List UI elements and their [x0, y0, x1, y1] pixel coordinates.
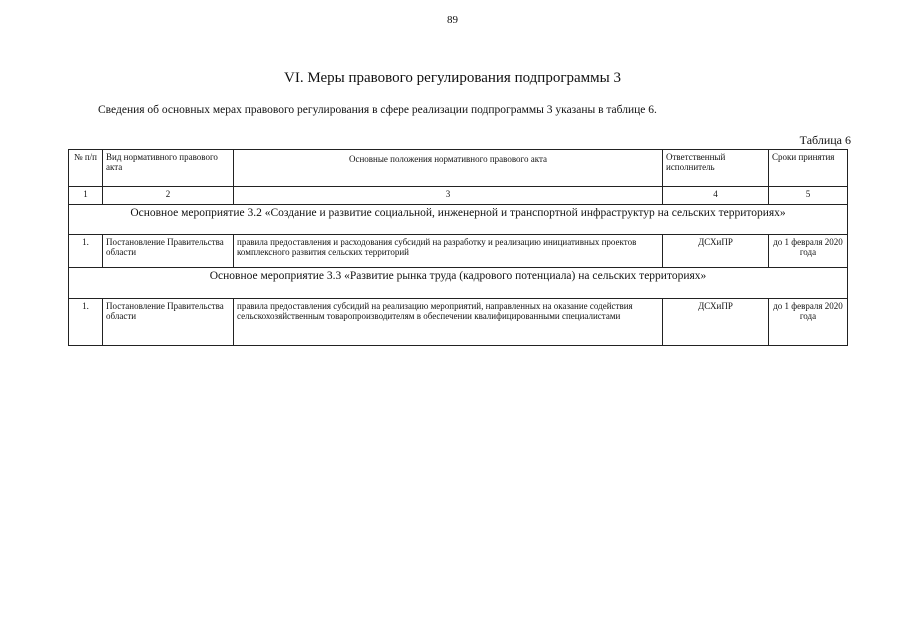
section-row: [69, 205, 848, 235]
table-row: [69, 235, 848, 268]
header-provisions: Основные положения нормативного правового акта: [234, 150, 663, 187]
row-num: 1.: [69, 299, 103, 346]
column-numbers-row: [69, 187, 848, 205]
column-number: 3: [234, 187, 663, 205]
column-number: 4: [663, 187, 769, 205]
page-number: 89: [447, 14, 458, 26]
table-header-row: [69, 150, 848, 187]
row-act-type: Постановление Правительства области: [103, 299, 234, 346]
row-deadline: до 1 февраля 2020 года: [769, 299, 848, 346]
table-label: Таблица 6: [799, 133, 851, 147]
section-row: [69, 268, 848, 299]
row-executor: ДСХиПР: [663, 235, 769, 268]
row-provisions: правила предоставления субсидий на реализацию мероприятий, направленных на оказание содействия сельскохозяйственным товаропроизводителям в обеспечении квалифицированными специалистами: [234, 299, 663, 346]
header-num: № п/п: [69, 150, 103, 187]
section-title: VI. Меры правового регулирования подпрограммы 3: [284, 70, 621, 86]
header-deadline: Сроки принятия: [769, 150, 848, 187]
legal-measures-table: [68, 149, 848, 346]
row-provisions: правила предоставления и расходования субсидий на разработку и реализацию инициативных проектов комплексного развития сельских территорий: [234, 235, 663, 268]
section-title-3-2: Основное мероприятие 3.2 «Создание и развитие социальной, инженерной и транспортной инфраструктур на сельских территориях»: [69, 205, 848, 235]
section-title-3-3: Основное мероприятие 3.3 «Развитие рынка труда (кадрового потенциала) на сельских территориях»: [69, 268, 848, 299]
column-number: 5: [769, 187, 848, 205]
column-number: 2: [103, 187, 234, 205]
header-executor: Ответственный исполнитель: [663, 150, 769, 187]
row-act-type: Постановление Правительства области: [103, 235, 234, 268]
row-num: 1.: [69, 235, 103, 268]
row-deadline: до 1 февраля 2020 года: [769, 235, 848, 268]
row-executor: ДСХиПР: [663, 299, 769, 346]
intro-text: Сведения об основных мерах правового регулирования в сфере реализации подпрограммы 3 указаны в таблице 6.: [98, 104, 657, 116]
header-act-type: Вид нормативного правового акта: [103, 150, 234, 187]
table-row: [69, 299, 848, 346]
column-number: 1: [69, 187, 103, 205]
